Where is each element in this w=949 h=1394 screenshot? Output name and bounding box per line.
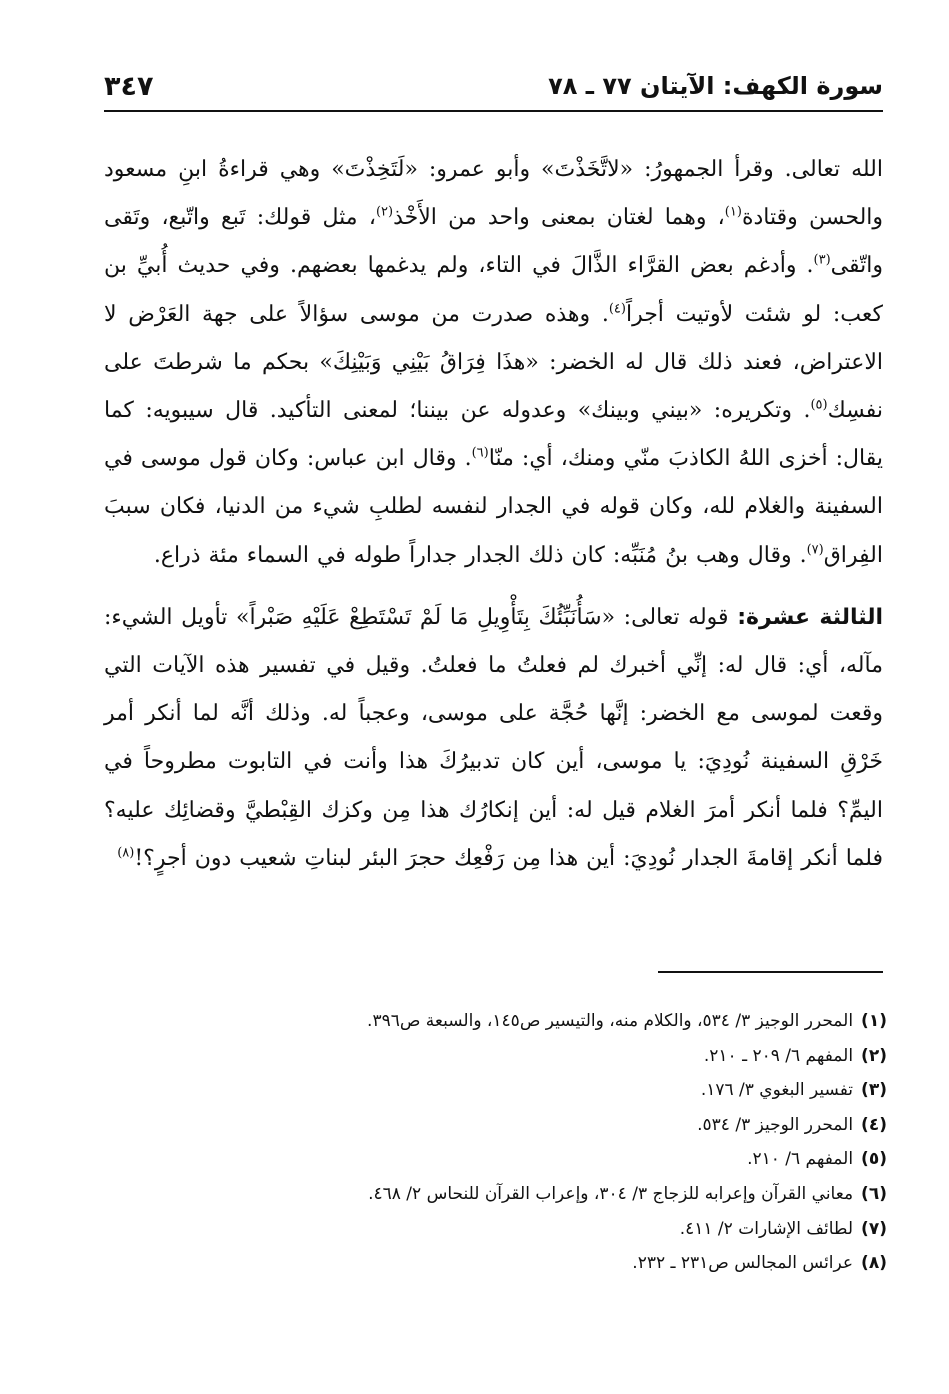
footnote-item bbox=[104, 1246, 887, 1281]
footnote-item bbox=[104, 1108, 887, 1143]
text-run: ، مثل قولك: تَبع واتّبع، وتَقى واتّقى bbox=[104, 205, 883, 279]
text-run: . وقال ابن عباس: وكان قول موسى في السفينة والغلام لله، وكان قوله في الجدار لنفسه لطلبِ شيء من الدنيا، فكان سببَ الفِراق bbox=[104, 446, 883, 568]
footnote-text: معاني القرآن وإعرابه للزجاج ٣/ ٣٠٤، وإعراب القرآن للنحاس ٢/ ٤٦٨. bbox=[368, 1183, 854, 1204]
footnote-text: المحرر الوجيز ٣/ ٥٣٤. bbox=[697, 1114, 854, 1135]
text-run: . وقال وهب بنُ مُنَبِّه: كان ذلك الجدار جداراً طوله في السماء مئة ذراع. bbox=[153, 542, 807, 568]
page-number: ٣٤٧ bbox=[104, 71, 154, 102]
header-title: سورة الكهف: الآيتان ٧٧ ـ ٧٨ bbox=[548, 72, 883, 100]
running-header bbox=[104, 62, 883, 106]
text-run: . وتكريره: «بيني وبينك» وعدوله عن بيننا؛ لمعنى التأكيد. قال سيبويه: كما يقال: أخزى اللهُ الكاذبَ منّي ومنك، أي: منّا bbox=[104, 398, 883, 472]
text-run: قوله تعالى: «سَأُنَبِّئُكَ بِتَأْوِيلِ مَا لَمْ تَسْتَطِعْ عَلَيْهِ صَبْراً» تأويل الشيء: مآله، أي: قال له: إنِّي أخبرك لم فعلتُ ما فعلتُ. وقيل في تفسير هذه الآيات التي وقعت لموسى مع الخضر: إنَّها حُجَّة على موسى، وعجباً له. وذلك أنَّه لما أنكر أمر خَرْقِ السفينة نُودِيَ: يا موسى، أين كان تدبيرُكَ هذا وأنت في التابوت مطروحاً في اليمِّ؟ فلما أنكر أمرَ الغلام قيل له: أين إنكارُك هذا مِن وكزك القِبْطيَّ وقضائِك عليه؟ فلما أنكر إقامةَ الجدار نُودِيَ: أين هذا مِن رَفْعِك حجرَ البئر لبناتِ شعيب دون أجرٍ؟! bbox=[104, 604, 884, 871]
footnote-text: عرائس المجالس ص٢٣١ ـ ٢٣٢. bbox=[632, 1253, 854, 1274]
footnote-item bbox=[104, 1004, 887, 1039]
footnote-number: (٥) bbox=[861, 1149, 887, 1170]
paragraph-1 bbox=[104, 146, 883, 580]
footnote-reference: (٦) bbox=[471, 445, 489, 461]
paragraph-2 bbox=[104, 594, 883, 883]
main-text bbox=[104, 146, 883, 883]
footnote-reference: (٨) bbox=[117, 845, 135, 861]
footnote-reference: (٤) bbox=[608, 301, 626, 317]
text-run: . وأدغم بعض القرَّاء الذَّالَ في التاء، ولم يدغمها بعضهم. وفي حديث أُبيِّ بن كعب: لو شئت لأوتيت أجراً bbox=[104, 253, 883, 327]
footnote-text: تفسير البغوي ٣/ ١٧٦. bbox=[700, 1080, 854, 1101]
footnote-number: (٦) bbox=[861, 1183, 887, 1204]
footnote-item bbox=[104, 1177, 887, 1212]
footnote-reference: (٢) bbox=[375, 204, 394, 220]
paragraph-2-content bbox=[104, 605, 883, 871]
footnote-text: المفهم ٦/ ٢١٠. bbox=[747, 1149, 854, 1170]
section-heading: الثالثة عشرة: bbox=[737, 604, 883, 630]
footnote-number: (٤) bbox=[861, 1114, 887, 1135]
footnote-text: المحرر الوجيز ٣/ ٥٣٤، والكلام منه، والتيسير ص١٤٥، والسبعة ص٣٩٦. bbox=[367, 1011, 854, 1031]
footnote-number: (٨) bbox=[861, 1253, 887, 1274]
footnote-item bbox=[104, 1073, 887, 1108]
footnote-rule bbox=[658, 971, 883, 973]
footnote-number: (٧) bbox=[861, 1218, 887, 1239]
footnote-reference: (٧) bbox=[806, 542, 824, 558]
footnote-number: (٣) bbox=[861, 1080, 887, 1101]
footnote-item bbox=[104, 1142, 887, 1177]
footnote-text: لطائف الإشارات ٢/ ٤١١. bbox=[679, 1218, 854, 1239]
footnote-text: المفهم ٦/ ٢٠٩ ـ ٢١٠. bbox=[703, 1045, 854, 1066]
footnote-reference: (١) bbox=[724, 204, 742, 220]
text-run: ، وهما لغتان بمعنى واحد من الأَخْذ bbox=[393, 205, 725, 231]
text-run: الله تعالى. وقرأ الجمهورُ: «لاتَّخَذْتَ» وأبو عمرو: «لَتَخِذْتَ» وهي قراءةُ ابنِ مسعود والحسن وقتادة bbox=[104, 157, 884, 231]
footnote-item bbox=[104, 1039, 887, 1074]
footnote-number: (٢) bbox=[861, 1045, 887, 1066]
footnote-item bbox=[104, 1212, 887, 1247]
footnote-reference: (٥) bbox=[810, 397, 828, 413]
footnote-number: (١) bbox=[861, 1011, 887, 1031]
footnote-reference: (٣) bbox=[813, 253, 831, 269]
text-run: . وهذه صدرت من موسى سؤالاً على جهة العَرْض لا الاعتراض، فعند ذلك قال له الخضر: «هذَا فِرَاقُ بَيْنِي وَبَيْنِكَ» بحكم ما شرطتَ على نفسِك bbox=[104, 301, 883, 424]
footnotes-list bbox=[104, 1004, 887, 1281]
header-rule bbox=[104, 110, 883, 112]
